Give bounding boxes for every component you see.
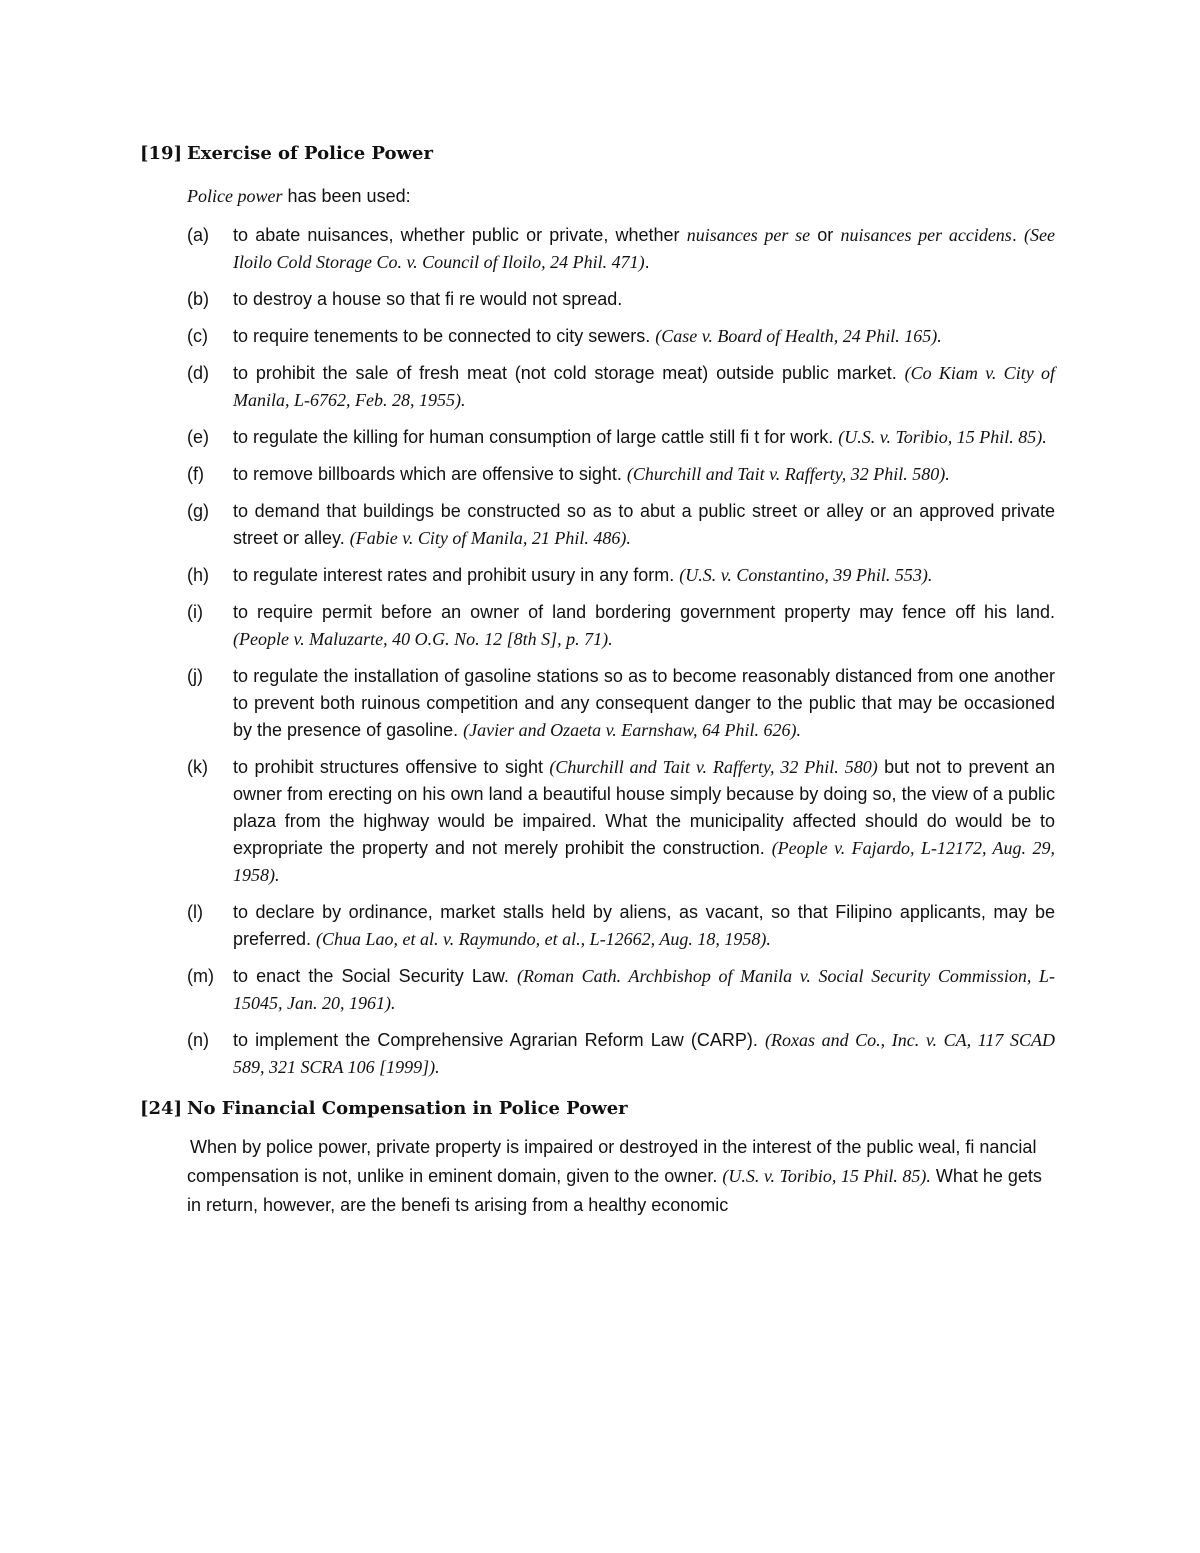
item-letter: (a) bbox=[187, 225, 209, 245]
item-citation: (Javier and Ozaeta v. Earnshaw, 64 Phil. 626). bbox=[463, 720, 801, 740]
police-power-list bbox=[140, 222, 1055, 1081]
list-item bbox=[187, 498, 1055, 552]
item-text: . bbox=[1011, 225, 1024, 245]
item-italic: nuisances per accidens bbox=[840, 225, 1012, 245]
item-letter: (n) bbox=[187, 1030, 209, 1050]
item-body bbox=[233, 1027, 1055, 1081]
item-letter: (d) bbox=[187, 363, 209, 383]
item-text: to destroy a house so that fi re would not spread. bbox=[233, 289, 623, 309]
item-text: or bbox=[810, 225, 841, 245]
item-body bbox=[233, 963, 1055, 1017]
item-text: to remove billboards which are offensive to sight. bbox=[233, 464, 627, 484]
body-paragraph bbox=[187, 1133, 1055, 1220]
item-citation: (See Iloilo Cold Storage Co. v. Council of Iloilo, 24 Phil. 471) bbox=[233, 225, 1055, 272]
item-citation: (Case v. Board of Health, 24 Phil. 165). bbox=[655, 326, 942, 346]
item-body bbox=[233, 599, 1055, 653]
section-number: [24] bbox=[140, 1098, 183, 1119]
item-letter: (e) bbox=[187, 427, 209, 447]
item-body bbox=[233, 323, 1055, 350]
item-letter: (g) bbox=[187, 501, 209, 521]
paragraph-text: What he gets in return, however, are the benefi ts arising from a healthy economic bbox=[187, 1166, 1042, 1215]
item-text: to enact the Social Security Law. bbox=[233, 966, 518, 986]
section-heading-24 bbox=[140, 1095, 1055, 1123]
list-item bbox=[187, 222, 1055, 276]
item-citation: (Roman Cath. Archbishop of Manila v. Social Security Commission, L-15045, Jan. 20, 1961). bbox=[233, 966, 1055, 1013]
item-letter: (h) bbox=[187, 565, 209, 585]
item-citation: (Chua Lao, et al. v. Raymundo, et al., L-12662, Aug. 18, 1958). bbox=[316, 929, 771, 949]
section-number: [19] bbox=[140, 143, 183, 164]
item-text: to regulate the installation of gasoline stations so as to become reasonably distanced from one another to prevent both ruinous competition and any consequent danger to the public that may be occasioned by the presence of gasoline. bbox=[233, 666, 1055, 740]
item-text: to regulate the killing for human consumption of large cattle still fi t for work. bbox=[233, 427, 839, 447]
item-text: to declare by ordinance, market stalls held by aliens, as vacant, so that Filipino applicants, may be preferred. bbox=[233, 902, 1055, 949]
item-text: to demand that buildings be constructed so as to abut a public street or alley or an approved private street or alley. bbox=[233, 501, 1055, 548]
list-item bbox=[187, 286, 1055, 313]
item-letter: (c) bbox=[187, 326, 208, 346]
list-item bbox=[187, 360, 1055, 414]
list-item bbox=[187, 599, 1055, 653]
item-letter: (b) bbox=[187, 289, 209, 309]
item-italic: nuisances per se bbox=[686, 225, 811, 245]
list-item bbox=[187, 963, 1055, 1017]
list-item bbox=[187, 1027, 1055, 1081]
item-body bbox=[233, 360, 1055, 414]
item-citation: (U.S. v. Constantino, 39 Phil. 553). bbox=[679, 565, 933, 585]
item-body bbox=[233, 286, 1055, 313]
item-text: to require permit before an owner of land bordering government property may fence off his land. bbox=[233, 602, 1055, 622]
list-item bbox=[187, 663, 1055, 744]
item-body bbox=[233, 562, 1055, 589]
item-letter: (l) bbox=[187, 902, 203, 922]
item-letter: (m) bbox=[187, 966, 214, 986]
item-citation: (Roxas and Co., Inc. v. CA, 117 SCAD 589, 321 SCRA 106 [1999]). bbox=[233, 1030, 1055, 1077]
item-letter: (i) bbox=[187, 602, 203, 622]
item-citation: (Churchill and Tait v. Rafferty, 32 Phil. 580). bbox=[626, 464, 950, 484]
item-body bbox=[233, 754, 1055, 889]
list-item bbox=[187, 461, 1055, 488]
document-page bbox=[140, 140, 1055, 1220]
list-item bbox=[187, 424, 1055, 451]
section-title: Exercise of Police Power bbox=[187, 143, 433, 164]
item-letter: (j) bbox=[187, 666, 203, 686]
paragraph-text: When by police power, private property is impaired or destroyed in the interest of the public weal, fi nancial compensation is not, unlike in eminent domain, given to the owner. bbox=[187, 1137, 1037, 1186]
item-body bbox=[233, 222, 1055, 276]
section-title: No Financial Compensation in Police Power bbox=[187, 1098, 628, 1119]
item-body bbox=[233, 461, 1055, 488]
item-citation: (People v. Maluzarte, 40 O.G. No. 12 [8th S], p. 71). bbox=[233, 629, 613, 649]
item-citation: (People v. Fajardo, L-12172, Aug. 29, 1958). bbox=[233, 838, 1055, 885]
item-body bbox=[233, 899, 1055, 953]
list-item bbox=[187, 899, 1055, 953]
list-item bbox=[187, 323, 1055, 350]
item-body bbox=[233, 498, 1055, 552]
intro-text: has been used: bbox=[282, 186, 411, 206]
item-text: . bbox=[644, 252, 650, 272]
item-text: to require tenements to be connected to city sewers. bbox=[233, 326, 656, 346]
item-text: to prohibit structures offensive to sight bbox=[233, 757, 550, 777]
item-text: to implement the Comprehensive Agrarian Reform Law (CARP). bbox=[233, 1030, 765, 1050]
item-body bbox=[233, 424, 1055, 451]
list-item bbox=[187, 754, 1055, 889]
item-text: to abate nuisances, whether public or private, whether bbox=[233, 225, 687, 245]
item-text: to regulate interest rates and prohibit usury in any form. bbox=[233, 565, 680, 585]
item-text: but not to prevent an owner from erecting on his own land a beautiful house simply because by doing so, the view of a public plaza from the highway would be impaired. What the municipality affected should do would be to expropriate the property and not merely prohibit the construction. bbox=[233, 757, 1055, 858]
intro-italic: Police power bbox=[187, 186, 283, 206]
item-italic: (Churchill and Tait v. Rafferty, 32 Phil. 580) bbox=[549, 757, 878, 777]
item-text: to prohibit the sale of fresh meat (not cold storage meat) outside public market. bbox=[233, 363, 905, 383]
paragraph-citation: (U.S. v. Toribio, 15 Phil. 85). bbox=[722, 1166, 931, 1186]
section-heading-19 bbox=[140, 140, 1055, 168]
item-citation: (Fabie v. City of Manila, 21 Phil. 486). bbox=[349, 528, 631, 548]
item-citation: (Co Kiam v. City of Manila, L-6762, Feb. 28, 1955). bbox=[233, 363, 1055, 410]
item-letter: (k) bbox=[187, 757, 208, 777]
item-body bbox=[233, 663, 1055, 744]
item-citation: (U.S. v. Toribio, 15 Phil. 85). bbox=[838, 427, 1047, 447]
item-letter: (f) bbox=[187, 464, 204, 484]
intro-paragraph bbox=[187, 182, 1055, 210]
list-item bbox=[187, 562, 1055, 589]
